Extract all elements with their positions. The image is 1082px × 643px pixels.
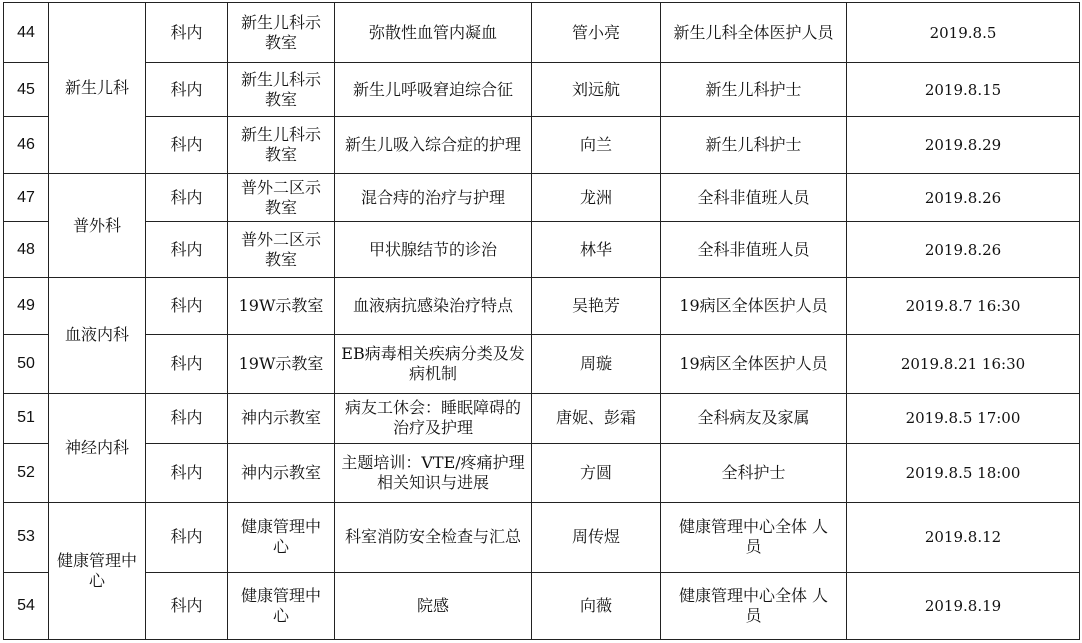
row-number: 54 <box>4 572 49 639</box>
speaker-cell: 周传煜 <box>532 502 661 572</box>
table-row <box>4 443 1080 502</box>
row-number: 46 <box>4 117 49 174</box>
location-cell: 新生儿科示 教室 <box>228 63 335 117</box>
table-row <box>4 278 1080 335</box>
location-cell: 普外二区示 教室 <box>228 174 335 222</box>
date-cell: 2019.8.5 17:00 <box>847 393 1080 443</box>
location-cell: 神内示教室 <box>228 443 335 502</box>
topic-cell: 甲状腺结节的诊治 <box>335 222 532 278</box>
topic-cell: 新生儿吸入综合症的护理 <box>335 117 532 174</box>
audience-cell: 19病区全体医护人员 <box>661 335 847 393</box>
table-row <box>4 117 1080 174</box>
speaker-cell: 向兰 <box>532 117 661 174</box>
topic-cell: 院感 <box>335 572 532 639</box>
date-cell: 2019.8.15 <box>847 63 1080 117</box>
row-number: 47 <box>4 174 49 222</box>
session-type: 科内 <box>146 572 228 639</box>
audience-cell: 新生儿科全体医护人员 <box>661 3 847 63</box>
location-cell: 19W示教室 <box>228 335 335 393</box>
table-row <box>4 174 1080 222</box>
speaker-cell: 林华 <box>532 222 661 278</box>
table-row <box>4 3 1080 63</box>
row-number: 52 <box>4 443 49 502</box>
location-cell: 神内示教室 <box>228 393 335 443</box>
topic-cell: 主题培训：VTE/疼痛护理 相关知识与进展 <box>335 443 532 502</box>
date-cell: 2019.8.19 <box>847 572 1080 639</box>
location-cell: 健康管理中 心 <box>228 572 335 639</box>
table-row <box>4 572 1080 639</box>
audience-cell: 健康管理中心全体 人 员 <box>661 572 847 639</box>
session-type: 科内 <box>146 278 228 335</box>
row-number: 44 <box>4 3 49 63</box>
table-row <box>4 393 1080 443</box>
table-row <box>4 222 1080 278</box>
date-cell: 2019.8.5 18:00 <box>847 443 1080 502</box>
session-type: 科内 <box>146 393 228 443</box>
audience-cell: 新生儿科护士 <box>661 63 847 117</box>
schedule-body <box>4 3 1080 640</box>
speaker-cell: 管小亮 <box>532 3 661 63</box>
session-type: 科内 <box>146 443 228 502</box>
speaker-cell: 吴艳芳 <box>532 278 661 335</box>
department-cell: 健康管理中 心 <box>49 502 146 639</box>
department-cell: 新生儿科 <box>49 3 146 174</box>
row-number: 49 <box>4 278 49 335</box>
date-cell: 2019.8.29 <box>847 117 1080 174</box>
date-cell: 2019.8.21 16:30 <box>847 335 1080 393</box>
audience-cell: 全科非值班人员 <box>661 222 847 278</box>
location-cell: 普外二区示 教室 <box>228 222 335 278</box>
topic-cell: 病友工休会：睡眠障碍的 治疗及护理 <box>335 393 532 443</box>
location-cell: 新生儿科示 教室 <box>228 117 335 174</box>
department-cell: 血液内科 <box>49 278 146 393</box>
speaker-cell: 唐妮、彭霜 <box>532 393 661 443</box>
row-number: 45 <box>4 63 49 117</box>
row-number: 48 <box>4 222 49 278</box>
audience-cell: 新生儿科护士 <box>661 117 847 174</box>
speaker-cell: 龙洲 <box>532 174 661 222</box>
session-type: 科内 <box>146 174 228 222</box>
session-type: 科内 <box>146 502 228 572</box>
session-type: 科内 <box>146 335 228 393</box>
audience-cell: 全科护士 <box>661 443 847 502</box>
speaker-cell: 向薇 <box>532 572 661 639</box>
topic-cell: EB病毒相关疾病分类及发 病机制 <box>335 335 532 393</box>
location-cell: 新生儿科示 教室 <box>228 3 335 63</box>
department-cell: 普外科 <box>49 174 146 278</box>
speaker-cell: 方圆 <box>532 443 661 502</box>
topic-cell: 弥散性血管内凝血 <box>335 3 532 63</box>
topic-cell: 新生儿呼吸窘迫综合征 <box>335 63 532 117</box>
date-cell: 2019.8.7 16:30 <box>847 278 1080 335</box>
location-cell: 19W示教室 <box>228 278 335 335</box>
session-type: 科内 <box>146 3 228 63</box>
location-cell: 健康管理中 心 <box>228 502 335 572</box>
audience-cell: 全科非值班人员 <box>661 174 847 222</box>
row-number: 50 <box>4 335 49 393</box>
session-type: 科内 <box>146 117 228 174</box>
date-cell: 2019.8.12 <box>847 502 1080 572</box>
date-cell: 2019.8.5 <box>847 3 1080 63</box>
audience-cell: 全科病友及家属 <box>661 393 847 443</box>
topic-cell: 科室消防安全检查与汇总 <box>335 502 532 572</box>
table-row <box>4 335 1080 393</box>
date-cell: 2019.8.26 <box>847 174 1080 222</box>
speaker-cell: 周璇 <box>532 335 661 393</box>
topic-cell: 混合痔的治疗与护理 <box>335 174 532 222</box>
topic-cell: 血液病抗感染治疗特点 <box>335 278 532 335</box>
table-row <box>4 502 1080 572</box>
row-number: 51 <box>4 393 49 443</box>
audience-cell: 健康管理中心全体 人 员 <box>661 502 847 572</box>
row-number: 53 <box>4 502 49 572</box>
schedule-table <box>3 2 1080 640</box>
department-cell: 神经内科 <box>49 393 146 502</box>
audience-cell: 19病区全体医护人员 <box>661 278 847 335</box>
speaker-cell: 刘远航 <box>532 63 661 117</box>
session-type: 科内 <box>146 63 228 117</box>
table-row <box>4 63 1080 117</box>
date-cell: 2019.8.26 <box>847 222 1080 278</box>
session-type: 科内 <box>146 222 228 278</box>
